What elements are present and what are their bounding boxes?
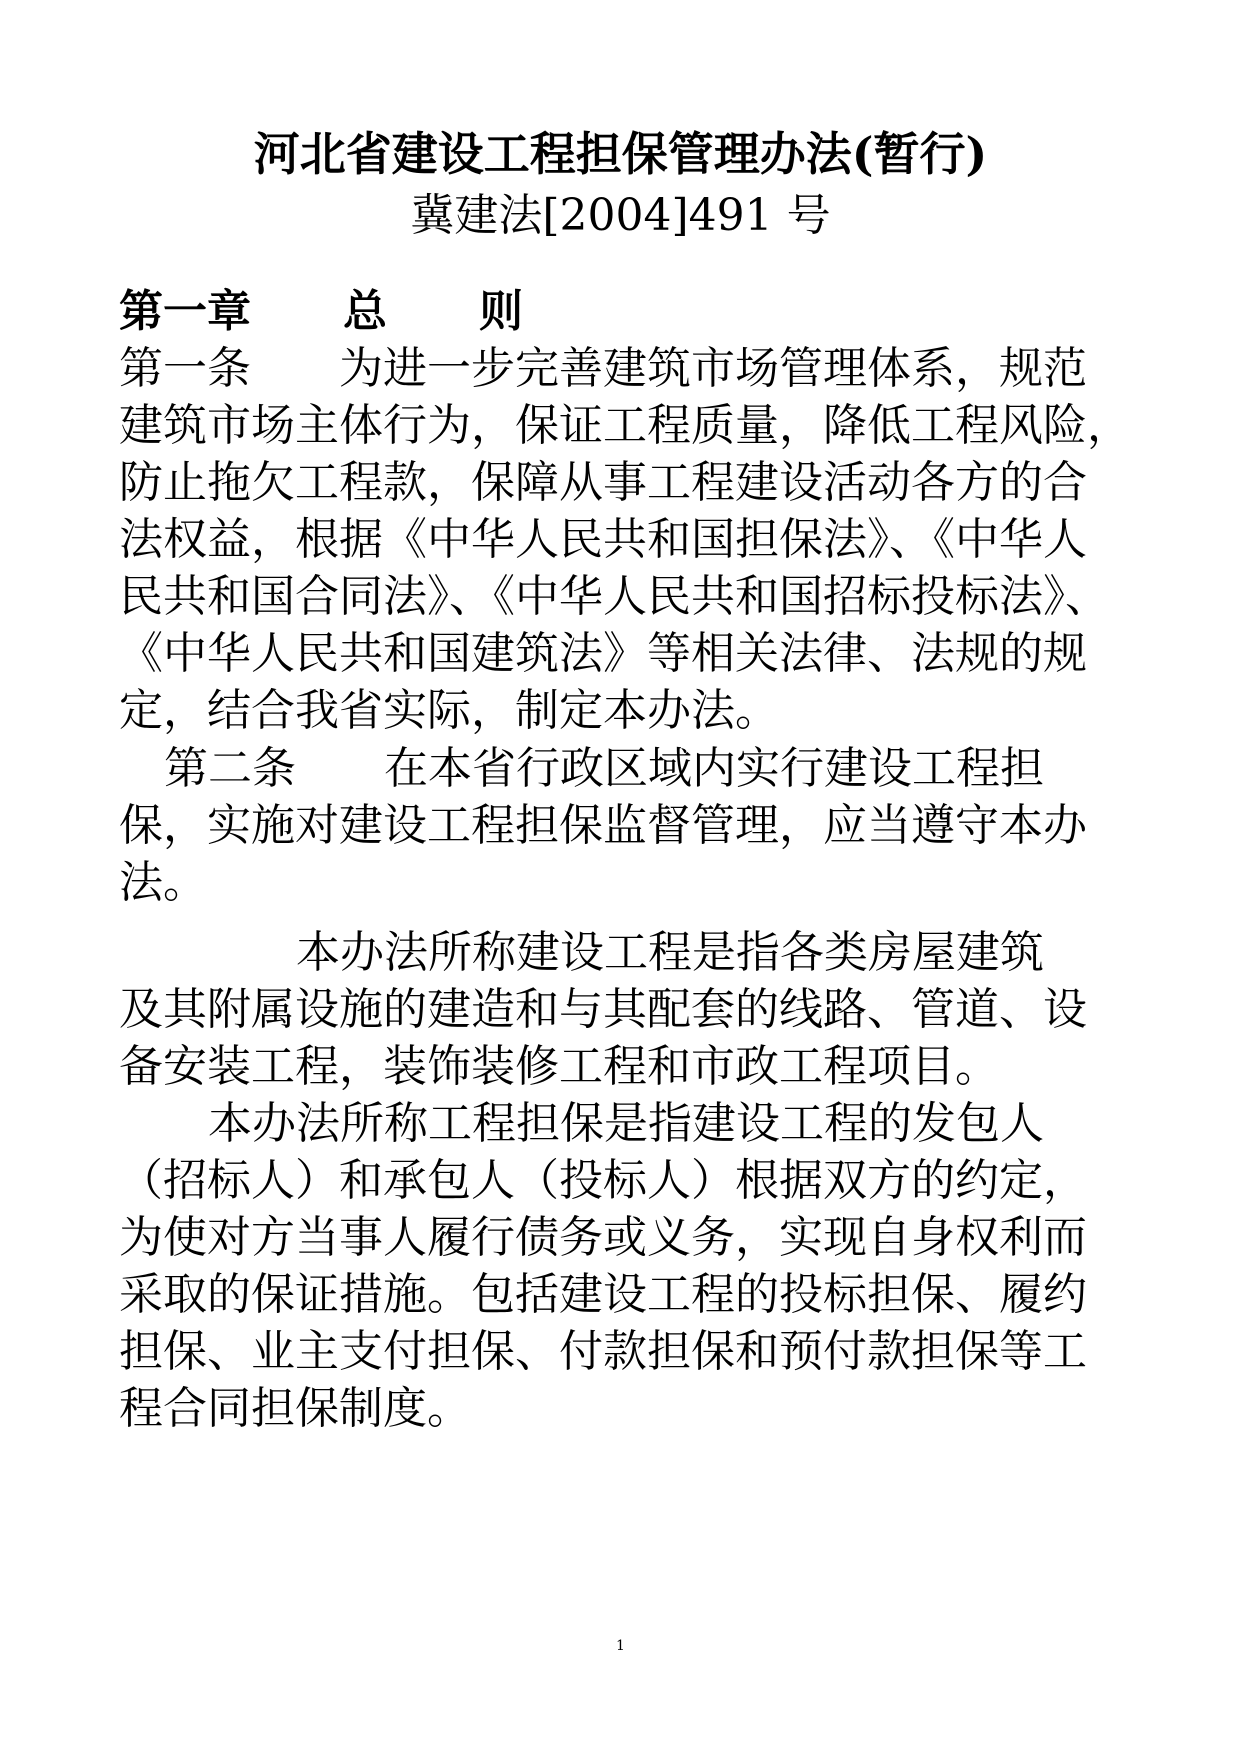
paragraph-b-line-3: 为使对方当事人履行债务或义务，实现自身权利而 (119, 1212, 1087, 1263)
chapter-title-part1: 总 (343, 286, 387, 337)
paragraph-b-line-5: 担保、业主支付担保、付款担保和预付款担保等工 (119, 1326, 1087, 1377)
page-number: 1 (616, 1638, 625, 1654)
chapter-label: 第一章 (119, 286, 251, 337)
paragraph-a-line-1: 本办法所称建设工程是指各类房屋建筑 (296, 927, 1044, 978)
paragraph-b-line-1: 本办法所称工程担保是指建设工程的发包人 (208, 1098, 1044, 1149)
article1-line-6: 《中华人民共和国建筑法》等相关法律、法规的规 (119, 628, 1087, 679)
paragraph-b-line-4: 采取的保证措施。包括建设工程的投标担保、履约 (119, 1269, 1087, 1320)
article2-line-1 (164, 741, 1044, 797)
paragraph-b-line-6: 程合同担保制度。 (119, 1383, 471, 1434)
article1-line-2: 建筑市场主体行为，保证工程质量，降低工程风险， (119, 400, 1131, 451)
article1-line-1 (119, 341, 1087, 397)
article1-label: 第一条 (119, 343, 251, 394)
article1-line-3: 防止拖欠工程款，保障从事工程建设活动各方的合 (119, 457, 1087, 508)
article1-text: 为进一步完善建筑市场管理体系，规范 (339, 343, 1087, 394)
paragraph-a-line-2: 及其附属设施的建造和与其配套的线路、管道、设 (119, 984, 1087, 1035)
document-title: 河北省建设工程担保管理办法(暂行) (253, 127, 988, 181)
article2-label: 第二条 (164, 743, 296, 794)
article2-line-2: 保，实施对建设工程担保监督管理，应当遵守本办 (119, 800, 1087, 851)
article2-text: 在本省行政区域内实行建设工程担 (384, 743, 1044, 794)
paragraph-b-line-2: （招标人）和承包人（投标人）根据双方的约定， (119, 1155, 1087, 1206)
article1-line-4: 法权益，根据《中华人民共和国担保法》、《中华人 (119, 514, 1087, 565)
article1-line-7: 定，结合我省实际，制定本办法。 (119, 685, 779, 736)
chapter-heading (119, 284, 523, 340)
paragraph-a-line-3: 备安装工程，装饰装修工程和市政工程项目。 (119, 1041, 999, 1092)
article2-line-3: 法。 (119, 857, 207, 908)
chapter-title-part2: 则 (479, 286, 523, 337)
document-number: 冀建法[2004]491 号 (410, 190, 831, 241)
article1-line-5: 民共和国合同法》、《中华人民共和国招标投标法》、 (119, 571, 1109, 622)
